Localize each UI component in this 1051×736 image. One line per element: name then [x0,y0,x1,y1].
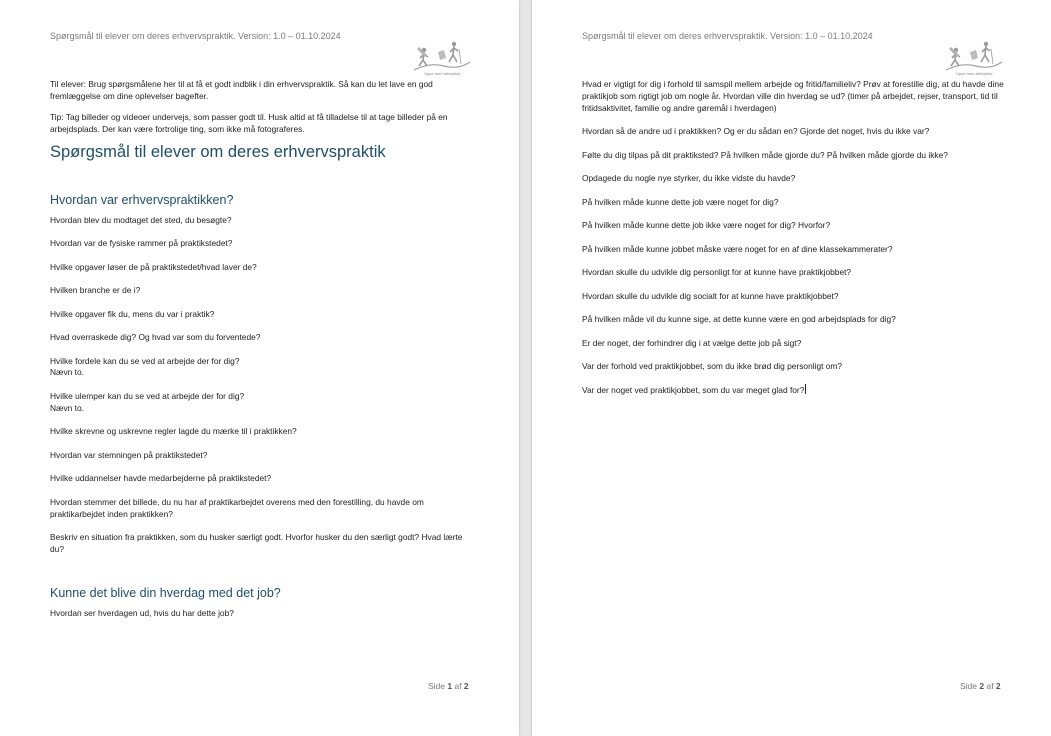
text-cursor [805,384,806,394]
logo-text: Uppe med arbejdsliv [956,71,993,76]
hikers-logo-icon [942,40,1006,72]
document-page-2 [532,0,1051,736]
question-item: Var der forhold ved praktikjobbet, som du ikke brød dig personligt om? [582,361,843,371]
question-item: Hvordan var stemningen på praktikstedet? [50,450,208,460]
question-item: Hvad overraskede dig? Og hvad var som du forventede? [50,332,261,342]
question-item: Hvordan blev du modtaget det sted, du besøgte? [50,215,232,225]
question-item: Opdagede du nogle nye styrker, du ikke vidste du havde? [582,173,796,183]
question-item: På hvilken måde kunne jobbet måske være noget for en af dine klassekammerater? [582,244,893,254]
question-item-continuation: Nævn to. [50,367,84,377]
section-heading-1: Hvordan var erhvervspraktikken? [50,193,234,207]
tip-paragraph: Tip: Tag billeder og videoer undervejs, som passer godt til. Husk altid at få tilladelse til at tage billeder på en arbejdsplads. Der kan være fortrolige ting, som ikke må fotograferes. [50,112,448,134]
question-item: Hvilke uddannelser havde medarbejderne på praktikstedet? [50,473,272,483]
question-item: Er der noget, der forhindrer dig i at vælge dette job på sigt? [582,338,802,348]
question-item-editable[interactable]: Var der noget ved praktikjobbet, som du var meget glad for? [582,385,805,395]
intro-block [50,78,474,102]
intro-paragraph: Til elever: Brug spørgsmålene her til at få et godt indblik i din erhvervspraktik. Så kan du let lave en god fremlæggelse om dine oplevelser bagefter. [50,79,433,101]
question-item: Hvilke fordele kan du se ved at arbejde der for dig? [50,356,240,366]
hikers-logo-icon [410,40,474,72]
section-heading-2: Kunne det blive din hverdag med det job? [50,586,281,600]
question-item: Hvordan ser hverdagen ud, hvis du har dette job? [50,608,234,618]
question-item: Hvordan skulle du udvikle dig socialt for at kunne have praktikjobbet? [582,291,839,301]
tip-block [50,111,474,135]
page-footer: Side 2 af 2 [960,681,1001,691]
logo-text: Uppe med arbejdsliv [424,71,461,76]
question-item: Hvilken branche er de i? [50,285,141,295]
question-item: Hvilke ulemper kan du se ved at arbejde der for dig? [50,391,245,401]
page-header: Spørgsmål til elever om deres erhvervspraktik. Version: 1.0 – 01.10.2024 [50,31,341,41]
page-footer: Side 1 af 2 [428,681,469,691]
current-page-number: 1 [447,681,453,691]
company-logo [942,40,1006,80]
question-item: Hvordan skulle du udvikle dig personligt for at kunne have praktikjobbet? [582,267,852,277]
question-item: Hvordan så de andre ud i praktikken? Og er du sådan en? Gjorde det noget, hvis du ikke var? [582,126,930,136]
question-item: Hvilke skrevne og uskrevne regler lagde du mærke til i praktikken? [50,426,297,436]
total-page-count: 2 [995,681,1001,691]
question-item: På hvilken måde kunne dette job være noget for dig? [582,197,779,207]
question-item: Hvordan var de fysiske rammer på praktikstedet? [50,238,233,248]
question-item: Følte du dig tilpas på dit praktiksted? På hvilken måde gjorde du? På hvilken måde gjorde du ikke? [582,150,948,160]
question-item: Hvilke opgaver løser de på praktikstedet/hvad laver de? [50,262,257,272]
document-page-1 [0,0,519,736]
page-header: Spørgsmål til elever om deres erhvervspraktik. Version: 1.0 – 01.10.2024 [582,31,873,41]
current-page-number: 2 [979,681,985,691]
document-title: Spørgsmål til elever om deres erhvervspraktik [50,143,386,161]
question-item-continuation: Nævn to. [50,403,84,413]
question-item: Hvad er vigtigt for dig i forhold til samspil mellem arbejde og fritid/familieliv? Prøv at forestille dig, at du havde dine praktikjob som rigtigt job om nogle år. Hvordan ville din hverdag se ud? (timer på arbejdet, rejser, transport, tid til fritidsaktivitet, familie og andre gøremål i hverdagen) [582,79,1004,113]
question-item: På hvilken måde kunne dette job ikke være noget for dig? Hvorfor? [582,220,831,230]
total-page-count: 2 [463,681,469,691]
company-logo [410,40,474,80]
question-item: Hvilke opgaver fik du, mens du var i praktik? [50,309,215,319]
question-item: Beskriv en situation fra praktikken, som du husker særligt godt. Hvorfor husker du den særligt godt? Hvad lærte du? [50,532,463,554]
question-item: Hvordan stemmer det billede, du nu har af praktikarbejdet overens med den forestilling, du havde om praktikarbejdet inden praktikken? [50,497,424,519]
question-item: På hvilken måde vil du kunne sige, at dette kunne være en god arbejdsplads for dig? [582,314,896,324]
